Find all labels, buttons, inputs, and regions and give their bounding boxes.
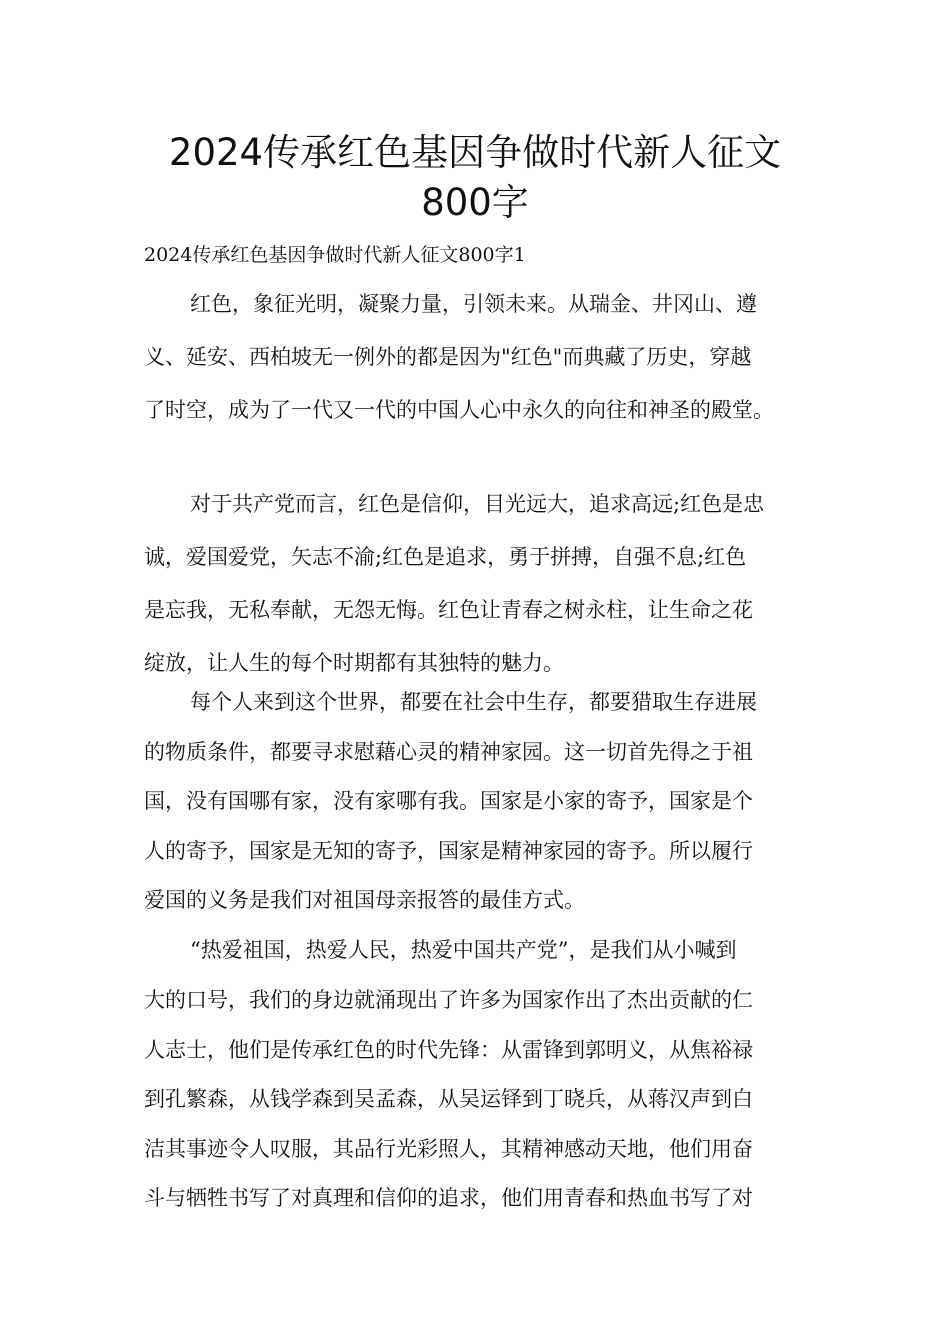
paragraph-line: 了时空，成为了一代又一代的中国人心中永久的向往和神圣的殿堂。 bbox=[144, 398, 774, 422]
document-title-line-1: 2024传承红色基因争做时代新人征文 bbox=[168, 131, 782, 174]
document-title-line-2: 800字 bbox=[421, 181, 529, 224]
paragraph-line: 对于共产党而言，红色是信仰，目光远大，追求高远;红色是忠 bbox=[190, 492, 765, 516]
paragraph-line: 诚，爱国爱党，矢志不渝;红色是追求，勇于拼搏，自强不息;红色 bbox=[144, 545, 747, 569]
paragraph-line: 爱国的义务是我们对祖国母亲报答的最佳方式。 bbox=[144, 888, 585, 912]
paragraph-line: 洁其事迹令人叹服，其品行光彩照人，其精神感动天地，他们用奋 bbox=[144, 1137, 753, 1161]
paragraph-line: 的物质条件，都要寻求慰藉心灵的精神家园。这一切首先得之于祖 bbox=[144, 740, 753, 764]
paragraph-line: 绽放，让人生的每个时期都有其独特的魅力。 bbox=[144, 651, 564, 675]
paragraph-line: 大的口号，我们的身边就涌现出了许多为国家作出了杰出贡献的仁 bbox=[144, 988, 753, 1012]
paragraph-line: 国，没有国哪有家，没有家哪有我。国家是小家的寄予，国家是个 bbox=[144, 789, 753, 813]
paragraph-line: 义、延安、西柏坡无一例外的都是因为"红色"而典藏了历史，穿越 bbox=[144, 345, 752, 369]
paragraph-line: 每个人来到这个世界，都要在社会中生存，都要猎取生存进展 bbox=[190, 690, 757, 714]
paragraph-line: 斗与牺牲书写了对真理和信仰的追求，他们用青春和热血书写了对 bbox=[144, 1186, 753, 1210]
paragraph-line: 到孔繁森，从钱学森到吴孟森，从吴运铎到丁晓兵，从蒋汉声到白 bbox=[144, 1087, 753, 1111]
document-subtitle: 2024传承红色基因争做时代新人征文800字1 bbox=[144, 244, 526, 266]
paragraph-line: 红色，象征光明，凝聚力量，引领未来。从瑞金、井冈山、遵 bbox=[190, 292, 757, 316]
paragraph-line: 是忘我，无私奉献，无怨无悔。红色让青春之树永柱，让生命之花 bbox=[144, 598, 753, 622]
paragraph-line: 人志士，他们是传承红色的时代先锋：从雷锋到郭明义，从焦裕禄 bbox=[144, 1038, 753, 1062]
paragraph-line: 人的寄予，国家是无知的寄予，国家是精神家园的寄予。所以履行 bbox=[144, 839, 753, 863]
paragraph-line: “热爱祖国，热爱人民，热爱中国共产党”，是我们从小喊到 bbox=[190, 938, 737, 962]
